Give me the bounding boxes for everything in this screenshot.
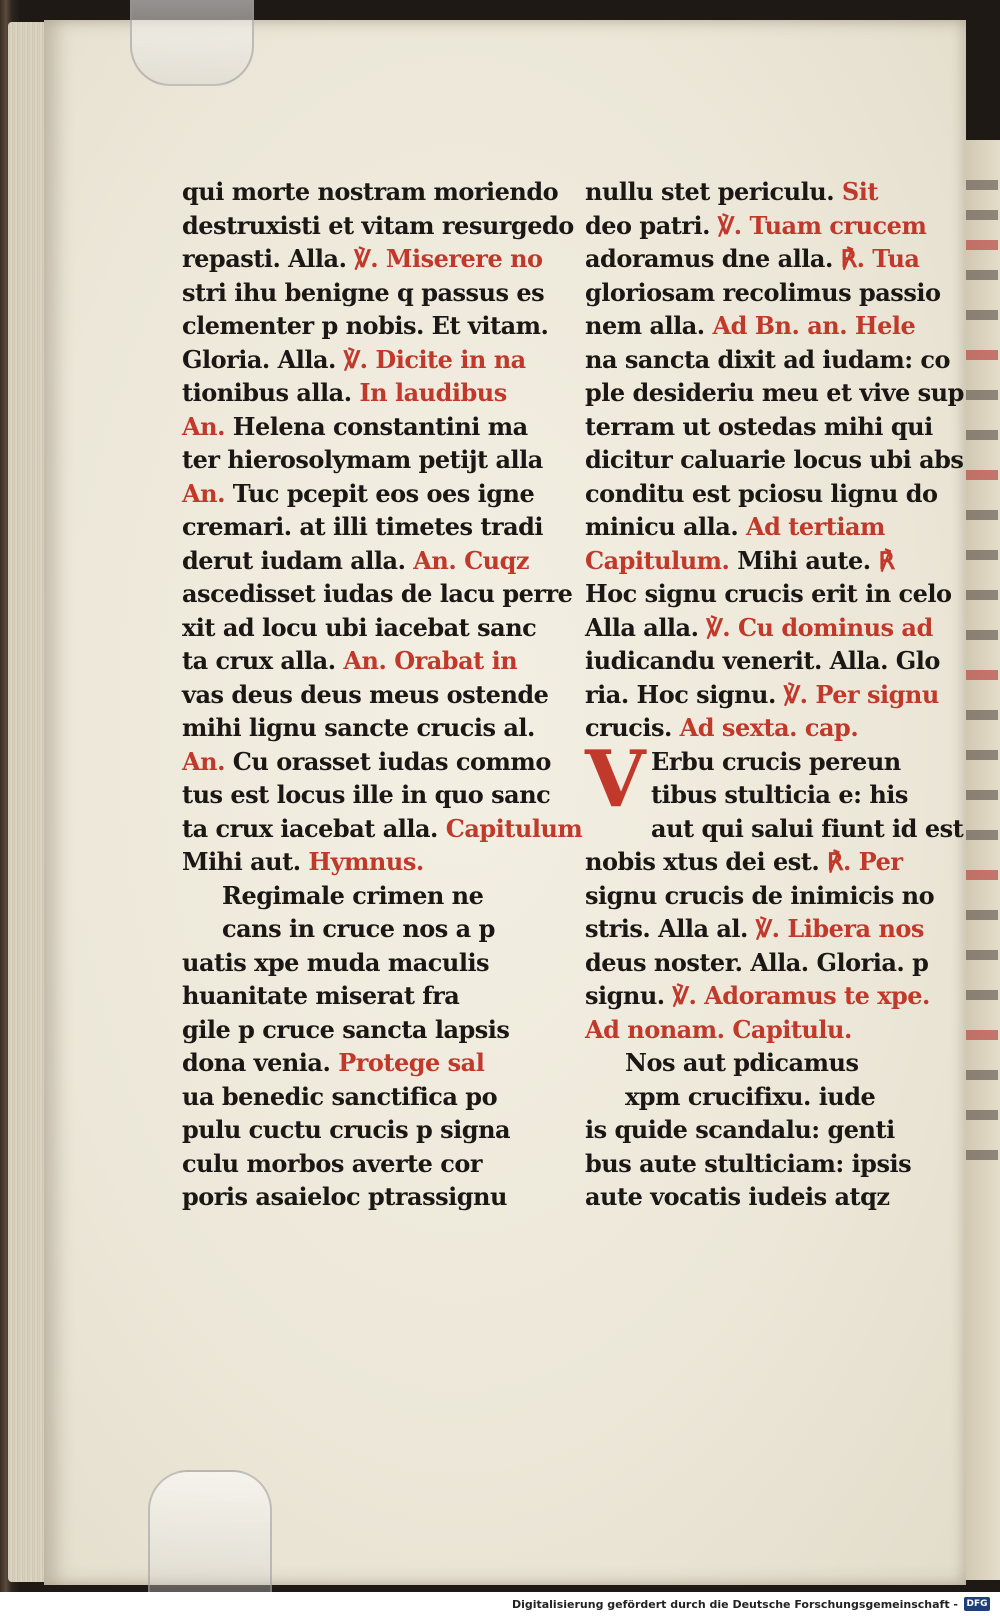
rubric: ℣. Libera nos — [755, 914, 924, 943]
rubric: Ad nonam. Capitulu. — [585, 1014, 852, 1044]
rubric: ℟ — [878, 545, 895, 575]
right-text-column — [585, 175, 964, 1214]
text-run: ria. Hoc signu. — [585, 679, 784, 709]
text-run: poris asaieloc ptrassignu — [182, 1182, 507, 1211]
footer-bar — [0, 1592, 1000, 1616]
text-line — [585, 410, 940, 444]
text-run: qui morte nostram moriendo — [182, 177, 559, 206]
text-run: Tuc pcepit eos oes igne — [224, 478, 535, 508]
text-line — [182, 745, 551, 779]
text-line — [182, 577, 573, 611]
text-run: nem alla. — [585, 311, 713, 340]
text-line — [182, 979, 537, 1013]
text-line — [182, 1180, 537, 1214]
facing-page-edge — [962, 140, 1000, 1580]
text-run: nobis xtus dei est. — [585, 847, 828, 876]
text-line — [182, 175, 559, 209]
text-line — [182, 544, 537, 578]
rubric: Capitulum — [445, 813, 583, 843]
text-run: aut qui salui fiunt id est — [651, 813, 964, 843]
text-line — [585, 577, 952, 611]
text-run: uatis xpe muda maculis — [182, 947, 490, 977]
text-run: is quide scandalu: genti — [585, 1115, 895, 1144]
text-run: derut iudam alla. — [182, 545, 414, 575]
text-run: repasti. Alla. — [182, 244, 355, 273]
text-run: mihi lignu sancte crucis al. — [182, 713, 535, 742]
text-line — [182, 309, 549, 343]
text-run: Mihi aute. — [729, 545, 879, 575]
text-line — [182, 1013, 537, 1047]
text-run: signu crucis de inimicis no — [585, 880, 935, 910]
text-run: Helena constantini ma — [224, 411, 528, 441]
text-line — [182, 879, 537, 913]
text-run: culu morbos averte cor — [182, 1148, 483, 1178]
text-line — [182, 510, 544, 544]
text-run: ua benedic sanctifica po — [182, 1081, 498, 1111]
text-line — [585, 309, 940, 343]
text-line — [182, 209, 574, 243]
text-run: gloriosam recolimus passio — [585, 277, 941, 307]
text-line — [585, 678, 940, 712]
text-line — [182, 1113, 537, 1147]
text-line — [182, 410, 537, 444]
text-run: Hoc signu crucis erit in celo — [585, 579, 952, 608]
text-run: Cu orasset iudas commo — [224, 746, 551, 776]
rubric: Ad tertiam — [746, 512, 885, 541]
rubric: Ad Bn. an. Hele — [712, 311, 916, 340]
text-run: Nos aut pdicamus — [625, 1048, 859, 1077]
text-run: ple desideriu meu et vive sup — [585, 378, 964, 407]
text-line — [585, 611, 940, 645]
text-run: ascedisset iudas de lacu perre — [182, 579, 573, 608]
text-line — [585, 376, 964, 410]
text-line — [585, 1180, 940, 1214]
text-line — [585, 510, 940, 544]
text-run: dona venia. — [182, 1048, 339, 1077]
text-line — [182, 276, 545, 310]
rubric: An. Orabat in — [343, 646, 518, 675]
text-line — [182, 912, 537, 946]
rubric: ℟. Per — [827, 847, 903, 876]
rubric: ℣. Dicite in na — [343, 344, 526, 374]
text-run: signu. — [585, 981, 673, 1010]
dfg-logo-icon: DFG — [964, 1597, 990, 1611]
text-line — [182, 477, 537, 511]
text-run: Alla alla. — [585, 612, 707, 642]
text-run: aute vocatis iudeis atqz — [585, 1182, 890, 1211]
rubric: An. — [182, 411, 225, 441]
rubric-initial: V — [585, 733, 646, 825]
text-line — [182, 1080, 537, 1114]
text-line — [585, 175, 940, 209]
text-line — [585, 242, 940, 276]
text-line — [585, 644, 940, 678]
text-line — [182, 443, 543, 477]
text-run: ta crux alla. — [182, 646, 344, 675]
text-line — [585, 477, 940, 511]
text-run: conditu est pciosu lignu do — [585, 478, 938, 508]
rubric: Hymnus. — [308, 847, 424, 876]
rubric: In laudibus — [359, 378, 507, 407]
text-run: deus noster. Alla. Gloria. p — [585, 947, 929, 977]
text-run: tionibus alla. — [182, 378, 360, 407]
footer-credit: Digitalisierung gefördert durch die Deutsche Forschungsgemeinschaft - — [511, 1597, 958, 1611]
text-run: ta crux iacebat alla. — [182, 813, 446, 843]
text-line — [585, 946, 940, 980]
text-run: terram ut ostedas mihi qui — [585, 411, 933, 441]
text-line — [585, 343, 951, 377]
text-run: Regimale crimen ne — [222, 880, 484, 910]
rubric: An. — [182, 746, 225, 776]
text-line — [182, 242, 543, 276]
text-line — [182, 812, 583, 846]
text-run: adoramus dne alla. — [585, 244, 841, 273]
text-run: huanitate miserat fra — [182, 981, 460, 1010]
text-line — [585, 1113, 940, 1147]
page-edges — [8, 22, 48, 1582]
text-run: clementer p nobis. Et vitam. — [182, 311, 549, 340]
text-line — [585, 1013, 940, 1047]
text-run: gile p cruce sancta lapsis — [182, 1014, 510, 1044]
rubric: Ad sexta. cap. — [679, 713, 859, 742]
text-line — [182, 946, 537, 980]
text-run: minicu alla. — [585, 512, 747, 541]
text-run: iudicandu venerit. Alla. Glo — [585, 646, 940, 675]
text-run: na sancta dixit ad iudam: co — [585, 344, 951, 374]
text-line — [585, 276, 940, 310]
text-line — [585, 845, 940, 879]
rubric: ℣. Per signu — [783, 679, 939, 709]
text-run: Mihi aut. — [182, 847, 309, 876]
rubric: ℣. Tuam crucem — [717, 210, 927, 240]
book-clamp-bottom — [148, 1470, 272, 1594]
text-line — [182, 1147, 537, 1181]
text-run: dicitur caluarie locus ubi abs — [585, 445, 964, 474]
rubric: ℣. Cu dominus ad — [706, 612, 933, 642]
initial-block — [585, 733, 940, 825]
rubric: Sit — [841, 177, 878, 206]
book-clamp-top — [130, 0, 254, 86]
text-run: cans in cruce nos a p — [222, 914, 495, 943]
rubric: Capitulum. — [585, 545, 730, 575]
text-run: destruxisti et vitam resurgedo — [182, 210, 574, 240]
text-line — [585, 1046, 940, 1080]
text-line — [585, 1147, 940, 1181]
text-run: pulu cuctu crucis p signa — [182, 1115, 511, 1144]
text-run: ter hierosolymam petijt alla — [182, 445, 543, 474]
text-line — [585, 544, 940, 578]
rubric: An. — [182, 478, 225, 508]
left-text-column — [182, 175, 583, 1214]
text-line — [182, 711, 537, 745]
text-run: vas deus deus meus ostende — [182, 679, 549, 709]
text-line — [182, 343, 537, 377]
text-line — [585, 1080, 940, 1114]
text-run: stris. Alla al. — [585, 914, 756, 943]
text-line — [182, 644, 537, 678]
rubric: ℟. Tua — [840, 244, 920, 273]
text-run: bus aute stulticiam: ipsis — [585, 1148, 912, 1178]
text-line — [182, 1046, 537, 1080]
text-line — [182, 376, 537, 410]
text-line — [585, 209, 940, 243]
rubric: ℣. Adoramus te xpe. — [672, 981, 930, 1010]
text-line — [585, 912, 940, 946]
text-line — [182, 611, 537, 645]
text-run: xpm crucifixu. iude — [625, 1081, 876, 1111]
text-line — [182, 845, 537, 879]
text-run: Gloria. Alla. — [182, 344, 344, 374]
text-run: crucis. — [585, 713, 680, 742]
text-run: Erbu crucis pereun — [651, 746, 901, 776]
text-line — [182, 778, 551, 812]
text-line — [585, 879, 940, 913]
text-line — [585, 443, 964, 477]
text-run: tibus stulticia e: his — [651, 780, 908, 809]
text-run: stri ihu benigne q passus es — [182, 277, 545, 307]
text-line — [585, 979, 940, 1013]
text-run: nullu stet periculu. — [585, 177, 842, 206]
text-run: xit ad locu ubi iacebat sanc — [182, 612, 537, 642]
rubric: Protege sal — [338, 1048, 485, 1077]
rubric: An. Cuqz — [413, 545, 530, 575]
text-run: cremari. at illi timetes tradi — [182, 512, 544, 541]
text-run: tus est locus ille in quo sanc — [182, 780, 551, 809]
text-run: deo patri. — [585, 210, 718, 240]
text-line — [182, 678, 549, 712]
rubric: ℣. Miserere no — [354, 244, 543, 273]
